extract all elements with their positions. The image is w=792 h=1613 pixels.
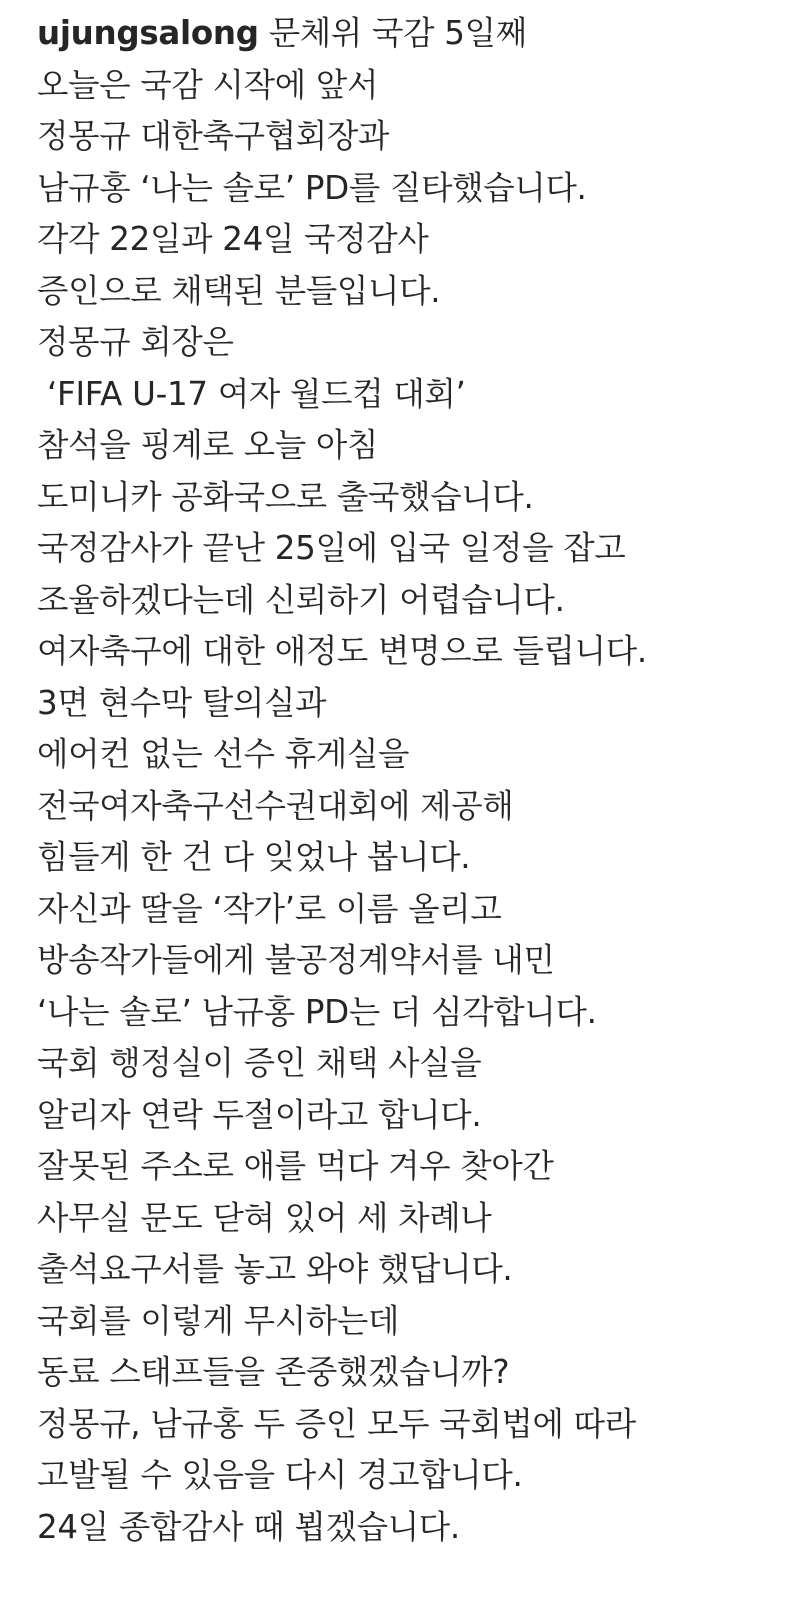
caption-line: ‘나는 솔로’ 남규홍 PD는 더 심각합니다. <box>37 992 597 1031</box>
caption-line: 동료 스태프들을 존중했겠습니까? <box>37 1353 510 1391</box>
caption-line: 각각 22일과 24일 국정감사 <box>37 220 429 258</box>
caption-line: 고발될 수 있음을 다시 경고합니다. <box>37 1456 523 1494</box>
caption-line: 에어컨 없는 선수 휴게실을 <box>37 735 410 773</box>
caption-line: 조율하겠다는데 신뢰하기 어렵습니다. <box>37 580 565 619</box>
caption-line: 알리자 연락 두절이라고 합니다. <box>37 1095 482 1134</box>
caption-line: 도미니카 공화국으로 출국했습니다. <box>37 477 534 516</box>
caption-line: 전국여자축구선수권대회에 제공해 <box>37 786 514 825</box>
caption-line: 방송작가들에게 불공정계약서를 내민 <box>37 941 555 979</box>
caption-line: ‘FIFA U-17 여자 월드컵 대회’ <box>37 374 466 413</box>
caption-line: 24일 종합감사 때 뵙겠습니다. <box>37 1507 460 1546</box>
caption-line: 정몽규 회장은 <box>37 323 234 361</box>
caption-line: 국회를 이렇게 무시하는데 <box>37 1301 400 1340</box>
caption-line: 출석요구서를 놓고 와야 했답니다. <box>37 1250 513 1288</box>
caption-line: 자신과 딸을 ‘작가’로 이름 올리고 <box>37 889 502 928</box>
caption-line: 힘들게 한 건 다 잊었나 봅니다. <box>37 838 471 876</box>
caption-line: 여자축구에 대한 애정도 변명으로 들립니다. <box>37 632 647 670</box>
caption-line: 참석을 핑계로 오늘 아침 <box>37 426 379 464</box>
caption-line: 사무실 문도 닫혀 있어 세 차례나 <box>37 1198 492 1237</box>
caption-first-text: 문체위 국감 5일째 <box>268 14 527 52</box>
caption-line: 3면 현수막 탈의실과 <box>37 683 327 722</box>
caption-line: 증인으로 채택된 분들입니다. <box>37 271 441 310</box>
caption-line: 오늘은 국감 시작에 앞서 <box>37 65 379 104</box>
username-link[interactable]: ujungsalong <box>37 14 259 52</box>
caption-line: 국회 행정실이 증인 채택 사실을 <box>37 1044 482 1082</box>
caption-line: 정몽규 대한축구협회장과 <box>37 117 390 155</box>
caption-line: 잘못된 주소로 애를 먹다 겨우 찾아간 <box>37 1147 554 1185</box>
caption-line: 국정감사가 끝난 25일에 입국 일정을 잡고 <box>37 529 626 567</box>
caption-line: 남규홍 ‘나는 솔로’ PD를 질타했습니다. <box>37 168 587 207</box>
caption-first-line <box>37 8 792 60</box>
caption-line: 정몽규, 남규홍 두 증인 모두 국회법에 따라 <box>37 1404 636 1443</box>
